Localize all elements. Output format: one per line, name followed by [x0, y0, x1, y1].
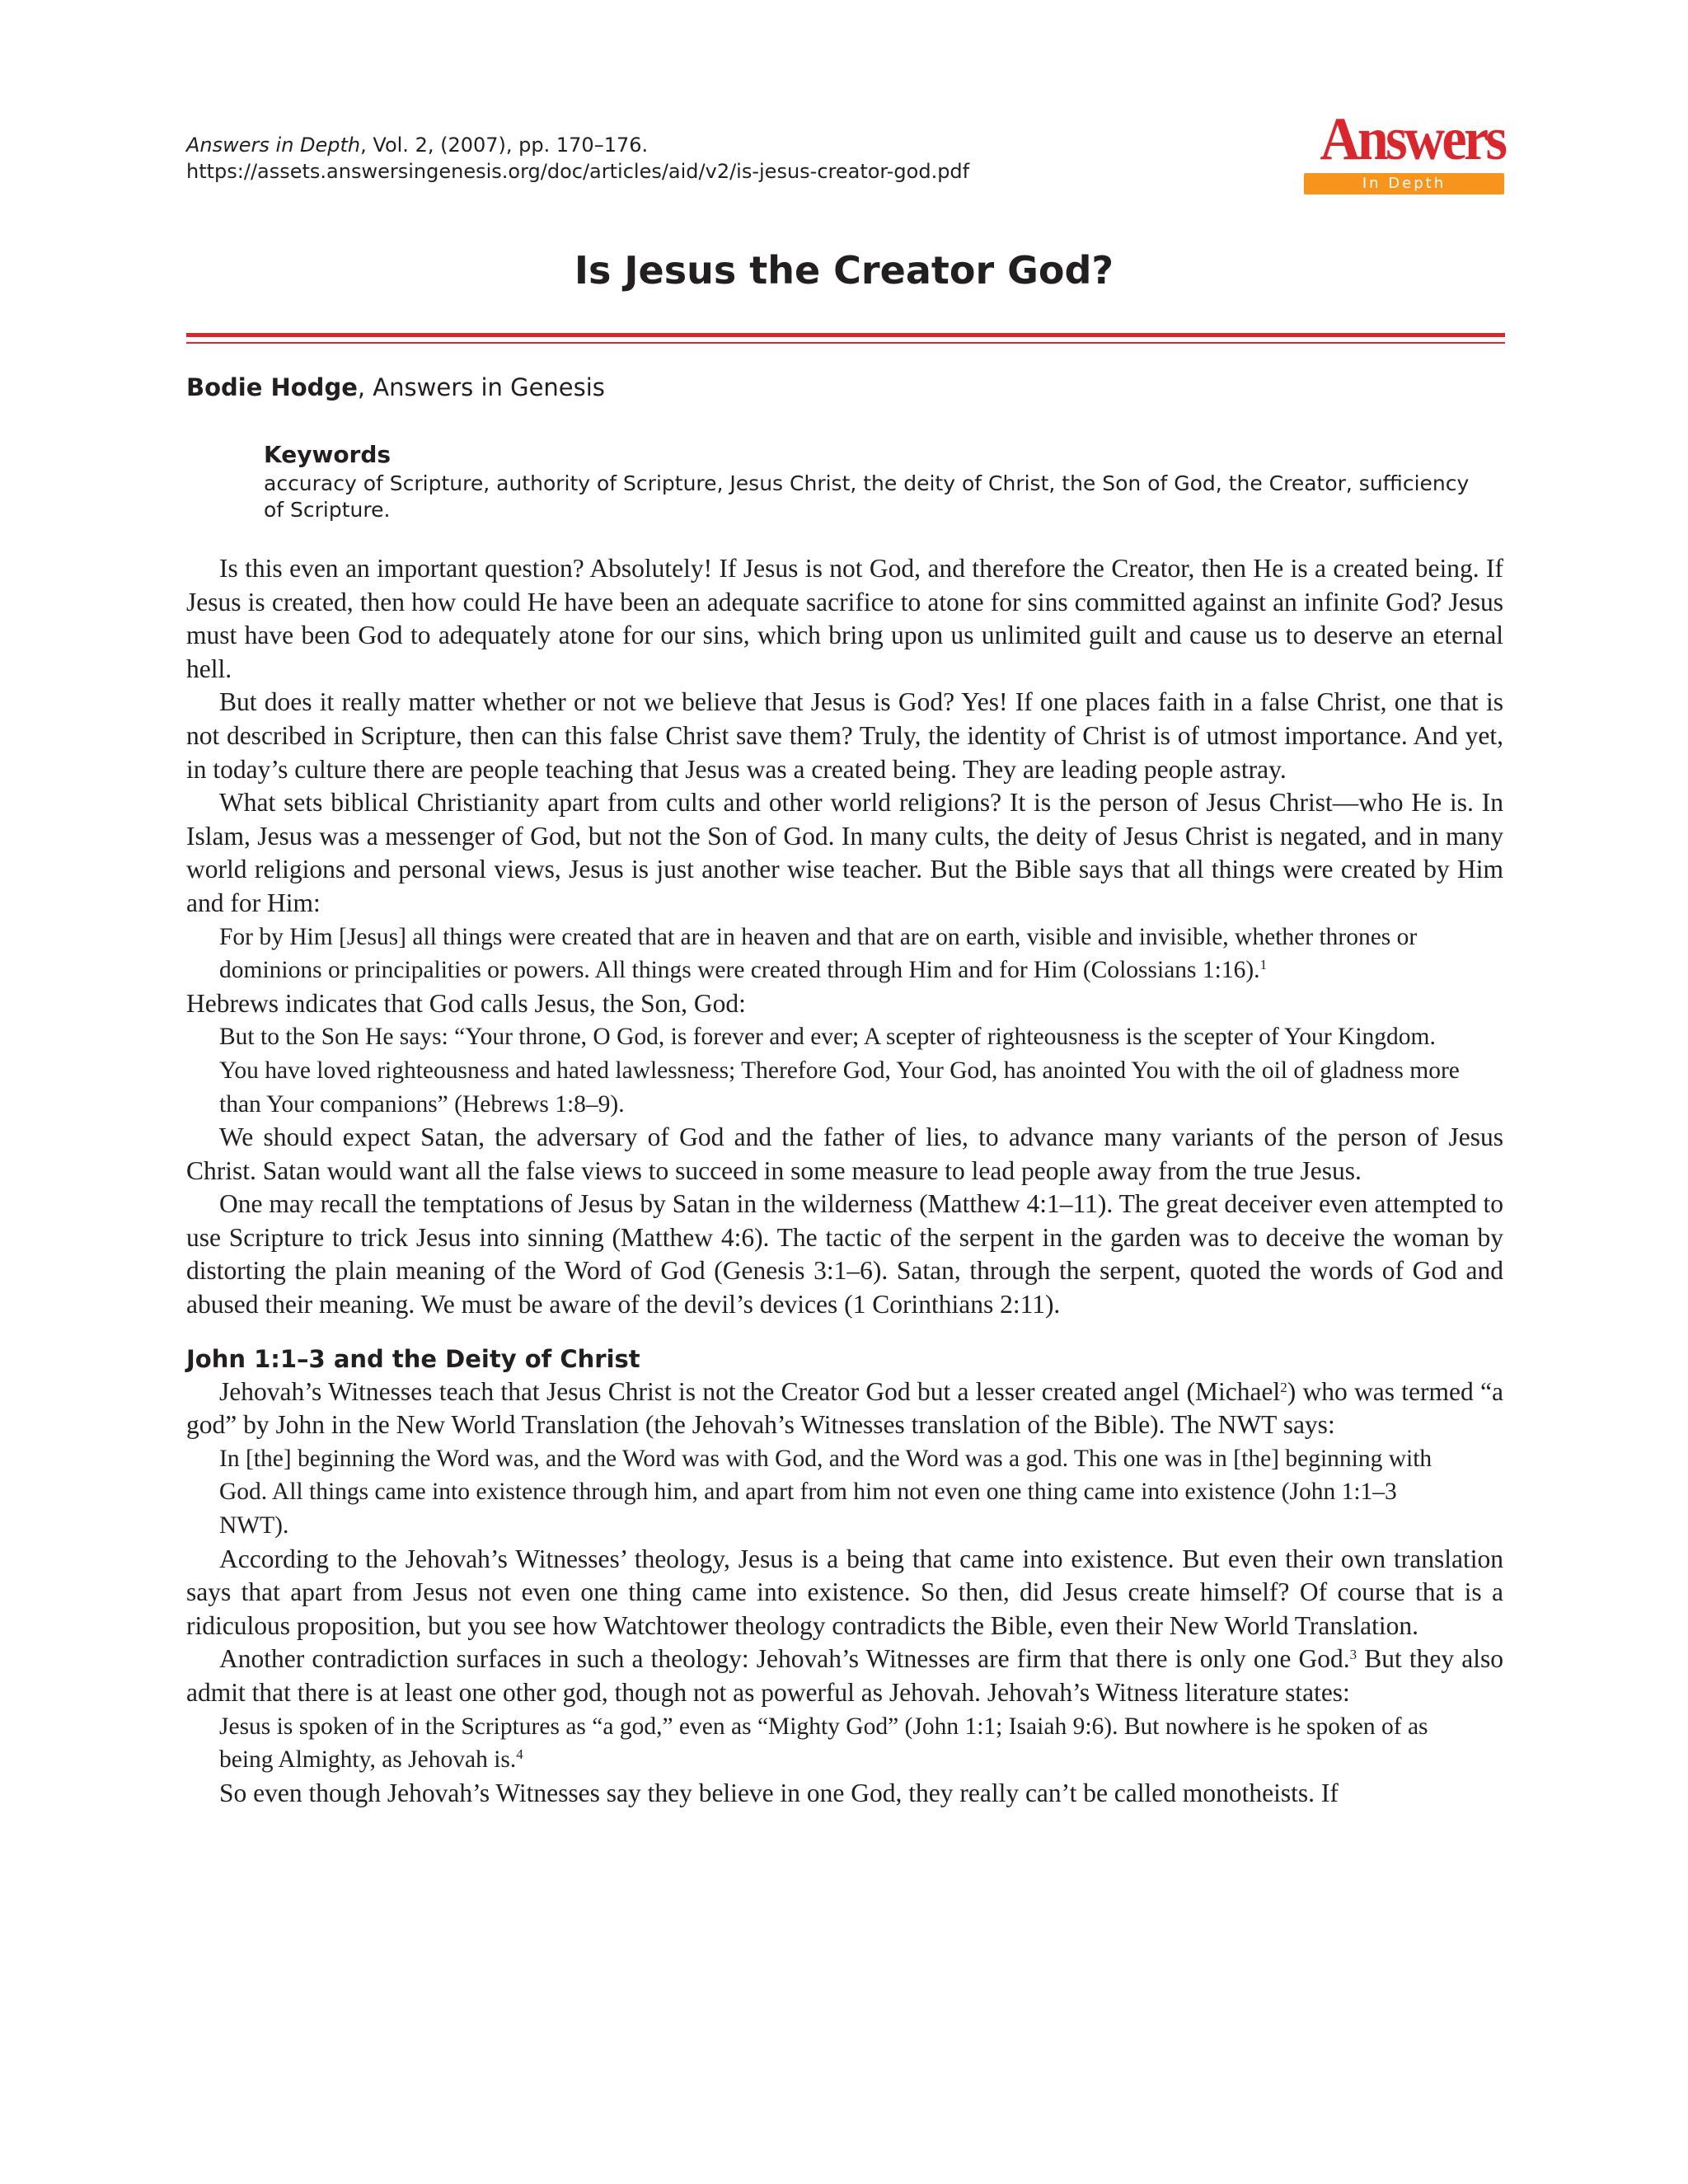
author-name: Bodie Hodge [186, 373, 358, 401]
paragraph-text: Another contradiction surfaces in such a theology: Jehovah’s Witnesses are firm that there is only one God. [219, 1644, 1350, 1674]
paragraph: One may recall the temptations of Jesus by Satan in the wilderness (Matthew 4:1–11). The great deceiver even attempted to use Scripture to trick Jesus into sinning (Matthew 4:6). The tactic of the serpent in the garden was to deceive the woman by distorting the plain meaning of the Word of God (Genesis 3:1–6). Satan, through the serpent, quoted the words of God and abused their meaning. We must be aware of the devil’s devices (1 Corinthians 2:11). [186, 1189, 1503, 1319]
author-affiliation: , Answers in Genesis [357, 373, 605, 401]
paragraph: We should expect Satan, the adversary of God and the father of lies, to advance many variants of the person of Jesus Christ. Satan would want all the false views to succeed in some measure to lead people away from the true Jesus. [186, 1122, 1503, 1185]
footnote-ref[interactable]: 2 [1280, 1379, 1287, 1395]
paragraph: According to the Jehovah’s Witnesses’ theology, Jesus is a being that came into existence. But even their own translation says that apart from Jesus not even one thing came into existence. So then, did Jesus create himself? Of course that is a ridiculous proposition, but you see how Watchtower theology contradicts the Bible, even their New World Translation. [186, 1544, 1503, 1640]
block-quote [219, 1710, 1472, 1777]
logo-subtitle: In Depth [1304, 173, 1504, 194]
block-quote: But to the Son He says: “Your throne, O God, is forever and ever; A scepter of righteousness is the scepter of Your Kingdom. You have loved righteousness and hated lawlessness; Therefore God, Your God, has anointed You with the oil of gladness more than Your companions” (Hebrews 1:8–9). [219, 1024, 1460, 1118]
paragraph: Is this even an important question? Absolutely! If Jesus is not God, and therefore the Creator, then He is a created being. If Jesus is created, then how could He have been an adequate sacrifice to atone for sins committed against an infinite God? Jesus must have been God to adequately atone for our sins, which bring upon us unlimited guilt and cause us to deserve an eternal hell. [186, 554, 1503, 683]
section-heading: John 1:1–3 and the Deity of Christ [186, 1344, 640, 1373]
paragraph: But does it really matter whether or not we believe that Jesus is God? Yes! If one places faith in a false Christ, one that is not described in Scripture, then can this false Christ save them? Truly, the identity of Christ is of utmost importance. And yet, in today’s culture there are people teaching that Jesus was a created being. They are leading people astray. [186, 687, 1503, 784]
paragraph-text: Jehovah’s Witnesses teach that Jesus Christ is not the Creator God but a lesser created angel (Michael [219, 1376, 1281, 1406]
block-quote: In [the] beginning the Word was, and the Word was with God, and the Word was a god. This one was in [the] beginning with God. All things came into existence through him, and apart from him not even one thing came into existence (John 1:1–3 NWT). [219, 1445, 1432, 1540]
quote-text: Jesus is spoken of in the Scriptures as “a god,” even as “Mighty God” (John 1:1; Isaiah 9:6). But nowhere is he spoken of as being Almighty, as Jehovah is. [219, 1713, 1428, 1774]
paragraph-text: But they also admit that there is at least one other god, though not as powerful as Jehovah. Jehovah’s Witness literature states: [186, 1644, 1503, 1707]
paragraph-text: ) who was termed “a god” by John in the New World Translation (the Jehovah’s Witnesses translation of the Bible). The NWT says: [186, 1376, 1503, 1440]
citation-url[interactable]: https://assets.answersingenesis.org/doc/articles/aid/v2/is-jesus-creator-god.pdf [186, 160, 970, 183]
keywords-block [264, 439, 1484, 523]
footnote-ref[interactable]: 1 [1259, 957, 1268, 973]
footnote-ref[interactable]: 3 [1349, 1647, 1357, 1663]
citation-details: , Vol. 2, (2007), pp. 170–176. [360, 134, 649, 157]
title-rule-thick [186, 333, 1505, 337]
article-title: Is Jesus the Creator God? [574, 248, 1114, 293]
paragraph: Hebrews indicates that God calls Jesus, the Son, God: [186, 988, 746, 1018]
paragraph: So even though Jehovah’s Witnesses say they believe in one God, they really can’t be called monotheists. If [219, 1778, 1339, 1807]
citation-line [186, 132, 969, 158]
article-body [186, 552, 1503, 1810]
keywords-list: accuracy of Scripture, authority of Scripture, Jesus Christ, the deity of Christ, the Son of God, the Creator, sufficiency of Scripture. [264, 471, 1470, 522]
paragraph [186, 1376, 1503, 1442]
paragraph [186, 1643, 1503, 1709]
logo-word: Answers [1320, 105, 1505, 173]
journal-name: Answers in Depth [186, 134, 361, 157]
title-rule-thin [186, 342, 1505, 344]
keywords-heading: Keywords [264, 441, 392, 468]
block-quote [219, 921, 1472, 987]
paragraph: What sets biblical Christianity apart from cults and other world religions? It is the person of Jesus Christ—who He is. In Islam, Jesus was a messenger of God, but not the Son of God. In many cults, the deity of Jesus Christ is negated, and in many world religions and personal views, Jesus is just another wise teacher. But the Bible says that all things were created by Him and for Him: [186, 788, 1503, 917]
author-line [186, 371, 605, 404]
quote-text: For by Him [Jesus] all things were created that are in heaven and that are on earth, visible and invisible, whether thrones or dominions or principalities or powers. All things were created through Him and for Him (Colossians 1:16). [219, 923, 1418, 984]
citation [186, 132, 969, 185]
answers-in-depth-logo [1304, 105, 1505, 194]
footnote-ref[interactable]: 4 [516, 1746, 523, 1763]
